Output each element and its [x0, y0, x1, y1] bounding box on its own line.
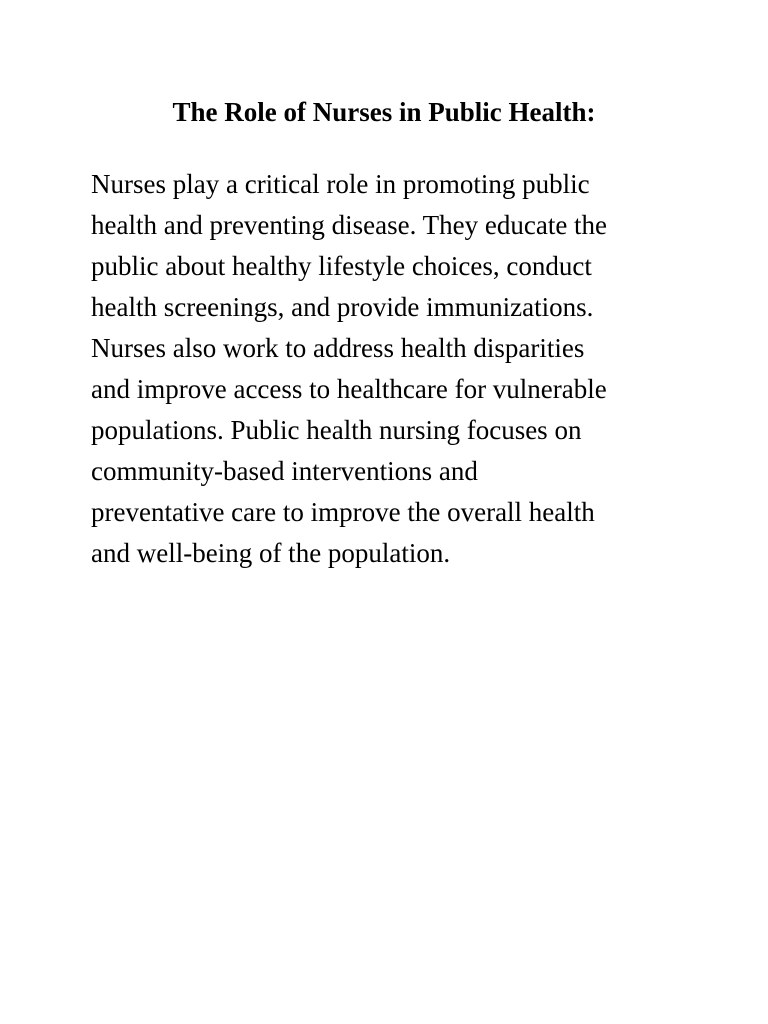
paragraph-line-5: Nurses also work to address health disparities: [91, 333, 585, 363]
paragraph-line-1: Nurses play a critical role in promoting public: [91, 169, 590, 199]
paragraph-line-7: populations. Public health nursing focuses on: [91, 415, 582, 445]
document-title: The Role of Nurses in Public Health:: [172, 97, 596, 127]
paragraph-line-3: public about healthy lifestyle choices, conduct: [91, 251, 592, 281]
paragraph-line-2: health and preventing disease. They educate the: [91, 210, 608, 240]
paragraph-line-6: and improve access to healthcare for vulnerable: [91, 374, 607, 404]
paragraph-line-8: community-based interventions and: [91, 456, 478, 486]
paragraph-line-9: preventative care to improve the overall health: [91, 497, 595, 527]
body-paragraph: [91, 164, 691, 574]
paragraph-line-10: and well-being of the population.: [91, 538, 451, 568]
paragraph-line-4: health screenings, and provide immunizations.: [91, 292, 594, 322]
